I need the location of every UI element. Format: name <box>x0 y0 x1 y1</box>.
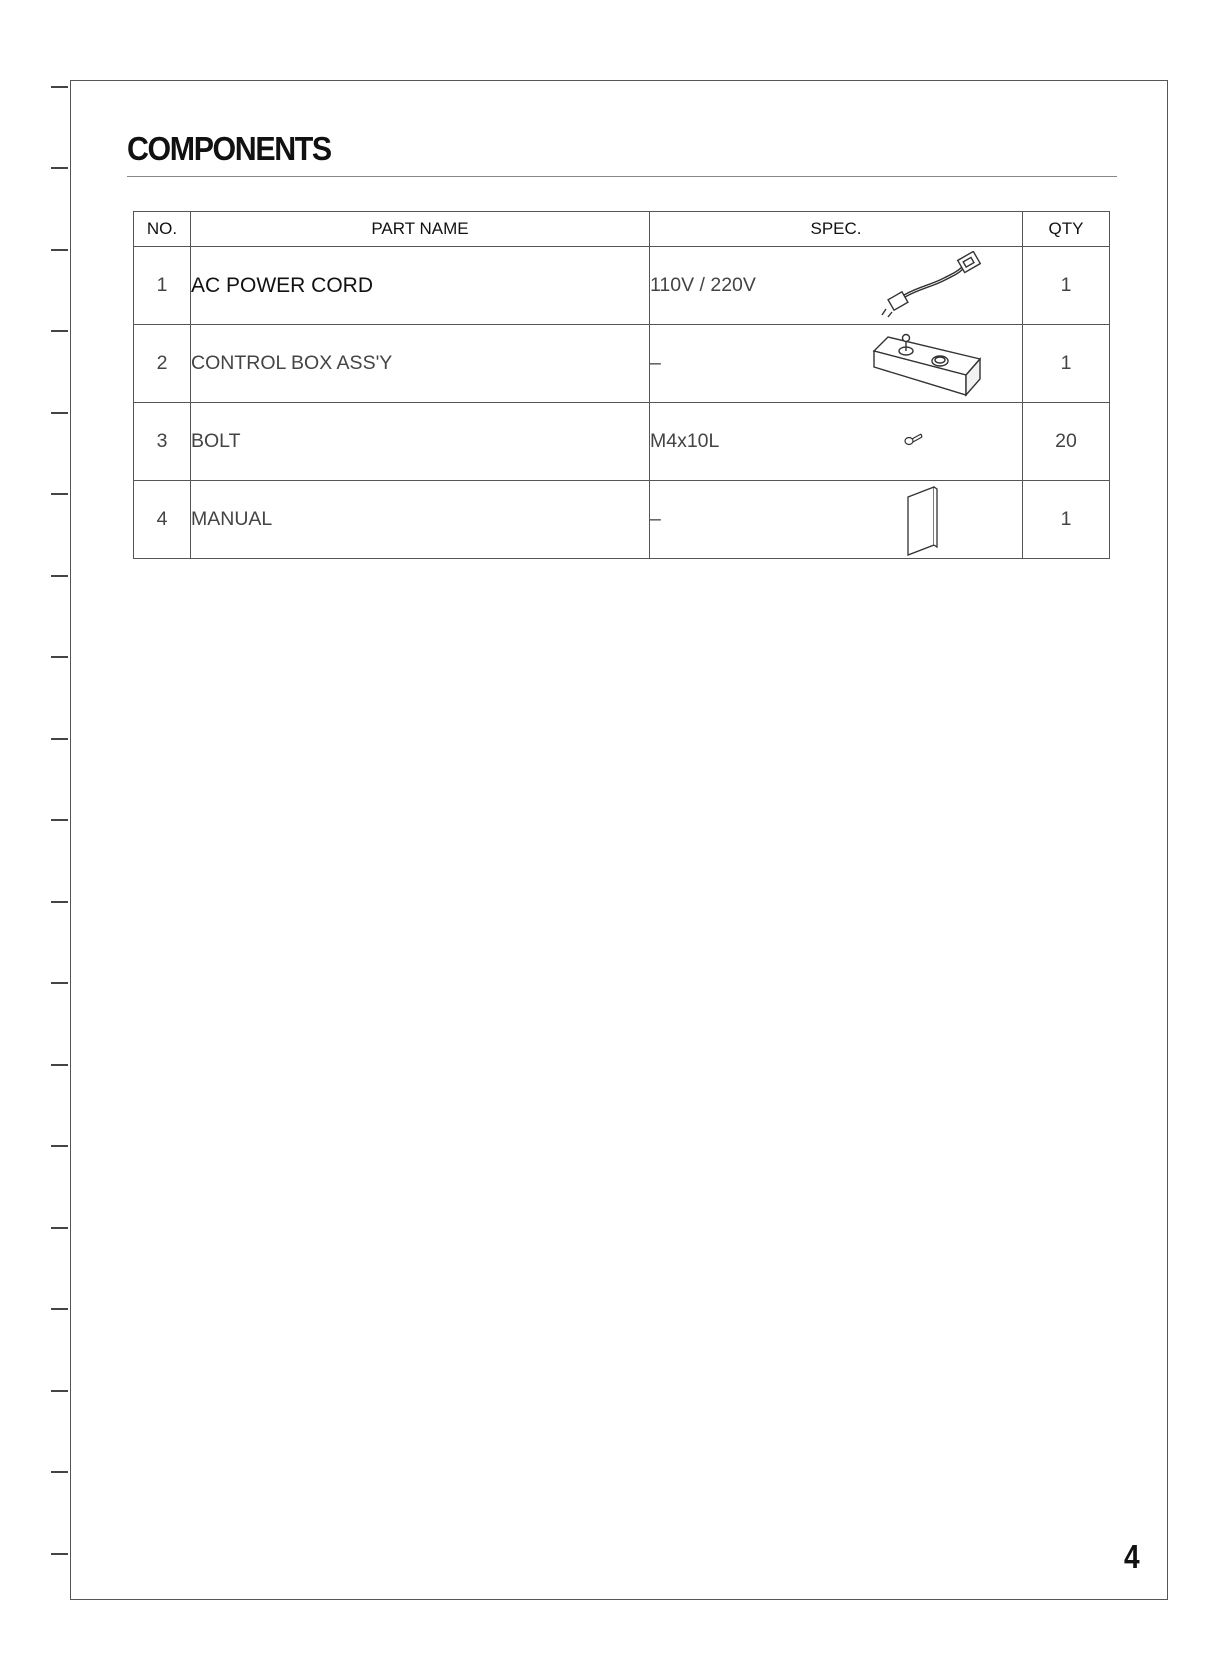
row-spec: – <box>650 352 661 374</box>
header-qty: QTY <box>1023 212 1110 247</box>
binder-tick <box>51 1308 68 1310</box>
title-divider <box>127 176 1117 177</box>
table-row <box>134 247 1110 325</box>
table-row <box>134 481 1110 559</box>
binder-tick <box>51 1471 68 1473</box>
binder-tick <box>51 249 68 251</box>
row-part-name: AC POWER CORD <box>191 247 650 325</box>
power-cord-icon <box>878 251 988 319</box>
row-qty: 1 <box>1023 325 1110 403</box>
binder-tick <box>51 412 68 414</box>
binder-tick <box>51 1227 68 1229</box>
binder-tick <box>51 1145 68 1147</box>
row-no: 3 <box>134 403 191 481</box>
components-table <box>133 211 1110 559</box>
binder-tick <box>51 167 68 169</box>
table-row <box>134 325 1110 403</box>
binder-tick <box>51 901 68 903</box>
row-no: 2 <box>134 325 191 403</box>
row-spec: 110V / 220V <box>650 274 756 296</box>
binder-tick <box>51 738 68 740</box>
binder-tick <box>51 493 68 495</box>
page-number: 4 <box>1124 1538 1140 1575</box>
row-qty: 1 <box>1023 247 1110 325</box>
table-header-row <box>134 212 1110 247</box>
binder-tick <box>51 86 68 88</box>
binder-tick <box>51 819 68 821</box>
binder-tick <box>51 982 68 984</box>
row-spec: M4x10L <box>650 430 720 452</box>
row-spec: – <box>650 508 661 530</box>
header-part-name: PART NAME <box>191 212 650 247</box>
row-part-name: MANUAL <box>191 481 650 559</box>
binder-tick <box>51 1390 68 1392</box>
page-title: COMPONENTS <box>127 130 331 167</box>
row-part-name: CONTROL BOX ASS'Y <box>191 325 650 403</box>
row-spec-cell <box>650 481 1023 559</box>
bolt-icon <box>904 431 924 447</box>
binder-tick <box>51 1064 68 1066</box>
row-part-name: BOLT <box>191 403 650 481</box>
binder-tick <box>51 1553 68 1555</box>
header-spec: SPEC. <box>650 212 1023 247</box>
row-spec-cell <box>650 403 1023 481</box>
row-spec-cell <box>650 247 1023 325</box>
binder-tick <box>51 575 68 577</box>
row-qty: 1 <box>1023 481 1110 559</box>
row-no: 1 <box>134 247 191 325</box>
row-no: 4 <box>134 481 191 559</box>
table-row <box>134 403 1110 481</box>
header-no: NO. <box>134 212 191 247</box>
row-qty: 20 <box>1023 403 1110 481</box>
binder-tick <box>51 656 68 658</box>
control-box-icon <box>868 329 988 401</box>
binder-tick <box>51 330 68 332</box>
row-spec-cell <box>650 325 1023 403</box>
manual-icon <box>904 485 944 557</box>
